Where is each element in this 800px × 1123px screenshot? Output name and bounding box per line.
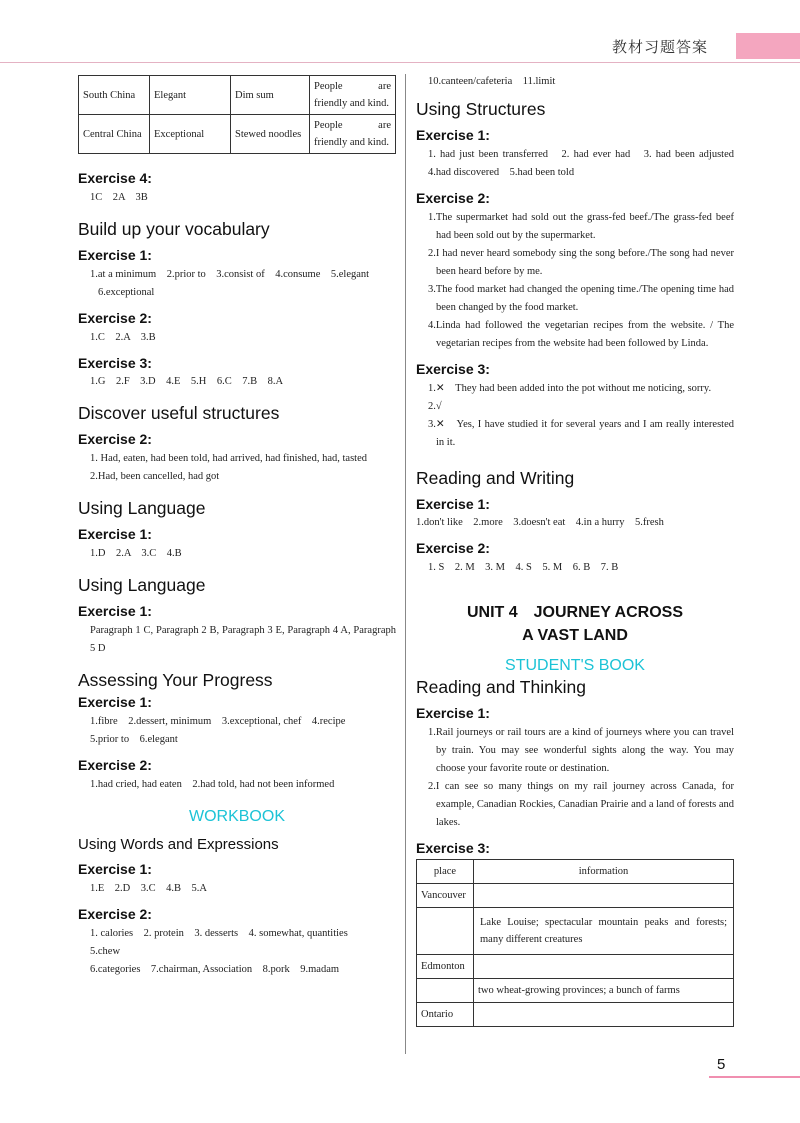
table-cell: Stewed noodles <box>231 115 310 154</box>
table-cell: Edmonton <box>417 954 474 978</box>
section-title: Reading and Thinking <box>416 677 586 698</box>
header-title: 教材习题答案 <box>612 38 709 56</box>
exercise-heading: Exercise 3: <box>78 354 152 371</box>
answer-line: 1. S 2. M 3. M 4. S 5. M 6. B 7. B <box>428 562 619 574</box>
answer-line: 1C 2A 3B <box>90 191 148 203</box>
table-cell <box>474 954 734 978</box>
exercise-heading: Exercise 1: <box>78 861 152 878</box>
answer-line: 1. Had, eaten, had been told, had arrived, had finished, had, tasted <box>90 453 367 465</box>
page-number: 5 <box>717 1056 726 1073</box>
answer-line: 1.E 2.D 3.C 4.B 5.A <box>90 882 207 894</box>
answer-line: 1.fibre 2.dessert, minimum 3.exceptional, chef 4.recipe <box>90 716 346 727</box>
answer-line: 6.categories 7.chairman, Association 8.pork 9.madam <box>90 963 340 975</box>
table-cell: Elegant <box>150 76 231 115</box>
table-cell: Vancouver <box>417 883 474 907</box>
list-item: 2.I can see so many things on my rail journey across Canada, for example, Canadian Rockies, Canadian Prairie and a land of forests and lakes. <box>428 781 734 829</box>
table-row <box>79 76 396 115</box>
answer-line: 5.prior to 6.elegant <box>90 734 178 745</box>
answer-line: 1.G 2.F 3.D 4.E 5.H 6.C 7.B 8.A <box>90 376 284 388</box>
table-cell: South China <box>79 76 150 115</box>
answer-line: 1.at a minimum 2.prior to 3.consist of 4.consume 5.elegant <box>90 268 370 280</box>
answer-line: 1. had just been transferred 2. had ever had 3. had been adjusted 4.had discovered 5.had been told <box>428 148 745 178</box>
table-cell <box>417 907 474 954</box>
exercise-heading: Exercise 1: <box>416 705 490 722</box>
table-row <box>417 978 734 1002</box>
section-title: Using Structures <box>416 99 546 119</box>
exercise-heading: Exercise 4: <box>78 170 152 186</box>
exercise-heading: Exercise 3: <box>416 360 490 377</box>
exercise-heading: Exercise 1: <box>78 694 152 711</box>
students-book-label: STUDENT'S BOOK <box>505 657 645 675</box>
unit-title-line1: UNIT 4 JOURNEY ACROSS <box>466 604 684 622</box>
table-cell: Dim sum <box>231 76 310 115</box>
section-title: Reading and Writing <box>416 467 575 488</box>
list-item: 2.√ <box>428 400 442 412</box>
exercise-heading: Exercise 1: <box>416 127 490 144</box>
header-rule <box>0 62 800 63</box>
exercise-heading: Exercise 2: <box>78 431 152 448</box>
table-cell: Exceptional <box>150 115 231 154</box>
answer-line: 6.exceptional <box>98 286 155 298</box>
section-title: Assessing Your Progress <box>78 670 273 691</box>
exercise-heading: Exercise 2: <box>78 309 152 326</box>
exercise-heading: Exercise 1: <box>416 495 490 512</box>
table-header: place <box>417 859 474 883</box>
unit-title-line2: A VAST LAND <box>522 627 628 645</box>
exercise-heading: Exercise 2: <box>416 189 490 206</box>
table-header: information <box>474 859 734 883</box>
answer-line: 2.Had, been cancelled, had got <box>90 471 220 483</box>
exercise-heading: Exercise 2: <box>416 540 490 557</box>
region-food-table <box>78 75 396 154</box>
table-cell <box>417 978 474 1002</box>
column-divider <box>405 74 406 1054</box>
list-item: 1.Rail journeys or rail tours are a kind of journeys where you can travel by train. You may see wonderful sights along the way. You may choose your favorite route or destination. <box>428 727 734 775</box>
journey-table <box>416 859 734 1027</box>
unit-title <box>416 601 734 647</box>
table-cell: Central China <box>79 115 150 154</box>
answer-line: 1.D 2.A 3.C 4.B <box>90 548 182 560</box>
section-title: Build up your vocabulary <box>78 218 270 239</box>
workbook-label: WORKBOOK <box>188 807 285 825</box>
section-title: Using Language <box>78 575 206 596</box>
answer-line: 1.had cried, had eaten 2.had told, had not been informed <box>90 778 335 790</box>
section-title: Using Words and Expressions <box>78 835 279 853</box>
answer-line: 1.C 2.A 3.B <box>90 331 156 343</box>
table-cell: Ontario <box>417 1002 474 1026</box>
table-cell: Lake Louise; spectacular mountain peaks and forests; many different creatures <box>474 907 734 954</box>
answer-line: Paragraph 1 C, Paragraph 2 B, Paragraph 3 E, Paragraph 4 A, Paragraph 5 D <box>90 625 396 655</box>
list-item: 4.Linda had followed the vegetarian recipes from the website. / The vegetarian recipes from the website had been followed by Linda. <box>428 319 734 349</box>
section-title: Using Language <box>78 498 206 519</box>
exercise-heading: Exercise 3: <box>416 840 490 857</box>
list-item: 3.The food market had changed the opening time./The opening time had been changed by the food market. <box>428 283 734 313</box>
table-header-row <box>417 859 734 883</box>
table-cell <box>474 883 734 907</box>
list-item: 3.✕ Yes, I have studied it for several years and I am really interested in it. <box>428 418 734 448</box>
table-cell: two wheat-growing provinces; a bunch of farms <box>474 978 734 1002</box>
table-cell <box>474 1002 734 1026</box>
table-cell: People are friendly and kind. <box>310 115 396 154</box>
list-item: 1.The supermarket had sold out the grass-fed beef./The grass-fed beef had been sold out by the supermarket. <box>428 211 734 241</box>
answer-line: 1. calories 2. protein 3. desserts 4. somewhat, quantities <box>90 927 348 939</box>
right-column <box>416 75 745 1027</box>
list-item: 2.I had never heard somebody sing the song before./The song had never been heard before by me. <box>428 247 734 277</box>
header-accent-bar <box>736 33 800 59</box>
exercise-heading: Exercise 2: <box>78 757 152 773</box>
table-row <box>417 883 734 907</box>
table-row <box>417 1002 734 1026</box>
list-item: 1.✕ They had been added into the pot without me noticing, sorry. <box>428 382 712 394</box>
answer-line: 5.chew <box>90 945 121 957</box>
table-row <box>417 954 734 978</box>
section-title: Discover useful structures <box>78 403 280 424</box>
exercise-heading: Exercise 1: <box>78 603 152 620</box>
exercise-heading: Exercise 1: <box>78 246 152 263</box>
left-column <box>78 75 396 979</box>
exercise-heading: Exercise 1: <box>78 526 152 543</box>
table-row <box>417 907 734 954</box>
table-row <box>79 115 396 154</box>
answer-line: 10.canteen/cafeteria 11.limit <box>428 76 556 87</box>
answer-line: 1.don't like 2.more 3.doesn't eat 4.in a hurry 5.fresh <box>416 517 664 529</box>
footer-rule <box>709 1076 800 1078</box>
table-cell: People are friendly and kind. <box>310 76 396 115</box>
exercise-heading: Exercise 2: <box>78 905 152 922</box>
